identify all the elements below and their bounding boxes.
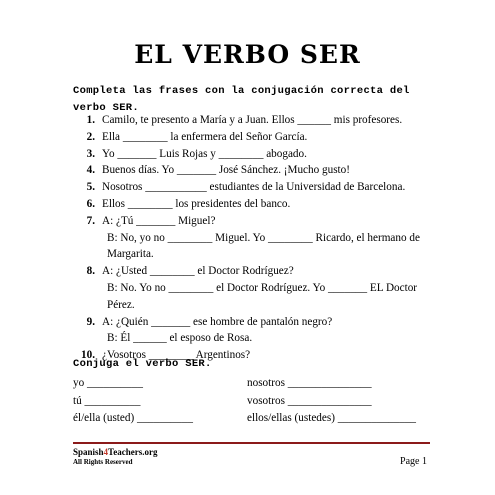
exercise-item bbox=[73, 162, 433, 179]
exercise-reply-text: B: No. Yo no ________ el Doctor Rodríguez. Yo _______ EL Doctor bbox=[107, 281, 418, 294]
conjugation-row bbox=[73, 375, 433, 393]
exercise-reply-text: B: No, yo no ________ Miguel. Yo ________ Ricardo, el hermano de bbox=[107, 231, 420, 244]
copyright-notice: All Rights Reserved bbox=[73, 458, 133, 466]
exercise-text: A: ¿Quién _______ ese hombre de pantalón negro? bbox=[102, 315, 333, 328]
exercise-number: 4. bbox=[86, 164, 95, 177]
exercise-item bbox=[73, 263, 433, 280]
exercise-reply bbox=[73, 330, 433, 347]
exercise-reply bbox=[73, 246, 433, 263]
exercise-text: Ellos ________ los presidentes del banco. bbox=[102, 197, 291, 210]
exercise-reply-text: Margarita. bbox=[107, 248, 154, 261]
exercise-item bbox=[73, 196, 433, 213]
exercise-list bbox=[73, 112, 433, 364]
conjugation-table bbox=[73, 375, 433, 428]
site-name-part: Teachers.org bbox=[108, 447, 158, 457]
exercise-number: 6. bbox=[86, 197, 95, 210]
conjugation-row bbox=[73, 393, 433, 411]
exercise-item bbox=[73, 314, 433, 331]
conjugation-cell: él/ella (usted) __________ bbox=[73, 412, 193, 424]
exercise-text: Ella ________ la enfermera del Señor García. bbox=[102, 130, 308, 143]
exercise-item bbox=[73, 179, 433, 196]
conjugation-cell: ellos/ellas (ustedes) ______________ bbox=[247, 412, 417, 424]
exercise-text: A: ¿Usted ________ el Doctor Rodríguez? bbox=[102, 265, 294, 278]
conjugation-cell: vosotros _______________ bbox=[247, 394, 372, 407]
exercise-text: A: ¿Tú _______ Miguel? bbox=[102, 214, 216, 227]
exercise-item bbox=[73, 213, 433, 230]
instructions: Completa las frases con la conjugación correcta del verbo SER. bbox=[73, 85, 410, 114]
exercise-text: Nosotros ___________ estudiantes de la Universidad de Barcelona. bbox=[102, 181, 406, 194]
conjugation-row bbox=[73, 410, 433, 428]
footer-rule bbox=[73, 442, 430, 444]
exercise-reply bbox=[73, 297, 433, 314]
exercise-number: 3. bbox=[86, 147, 95, 160]
exercise-text: Camilo, te presento a María y a Juan. Ellos ______ mis profesores. bbox=[102, 114, 403, 126]
site-name-part: Spanish bbox=[73, 447, 104, 457]
exercise-number: 8. bbox=[86, 265, 95, 278]
page-title: EL VERBO SER bbox=[134, 40, 361, 69]
exercise-number: 10. bbox=[81, 349, 95, 362]
exercise-number: 2. bbox=[86, 130, 95, 143]
conjugation-cell: yo __________ bbox=[73, 377, 143, 389]
exercise-number: 5. bbox=[86, 181, 95, 194]
exercise-text: ¿Vosotros ________ Argentinos? bbox=[102, 349, 251, 362]
page-number: Page 1 bbox=[400, 456, 427, 467]
exercise-item bbox=[73, 129, 433, 146]
site-name-highlight: 4 bbox=[103, 447, 109, 457]
exercise-reply-text: B: Él ______ el esposo de Rosa. bbox=[107, 332, 253, 345]
exercise-number: 9. bbox=[86, 315, 95, 328]
exercise-reply bbox=[73, 280, 433, 297]
exercise-item bbox=[73, 112, 433, 129]
conjugation-cell: tú __________ bbox=[73, 394, 141, 407]
exercise-text: Yo _______ Luis Rojas y ________ abogado. bbox=[102, 147, 307, 160]
exercise-reply bbox=[73, 230, 433, 247]
exercise-reply-text: Pérez. bbox=[107, 298, 135, 311]
exercise-number: 1. bbox=[86, 114, 95, 126]
conjugation-cell: nosotros _______________ bbox=[247, 377, 372, 389]
conjugation-heading: Conjuga el verbo SER. bbox=[73, 358, 212, 370]
site-name[interactable] bbox=[73, 447, 157, 457]
exercise-text: Buenos días. Yo _______ José Sánchez. ¡Mucho gusto! bbox=[102, 164, 350, 177]
exercise-number: 7. bbox=[86, 214, 95, 227]
exercise-item bbox=[73, 146, 433, 163]
